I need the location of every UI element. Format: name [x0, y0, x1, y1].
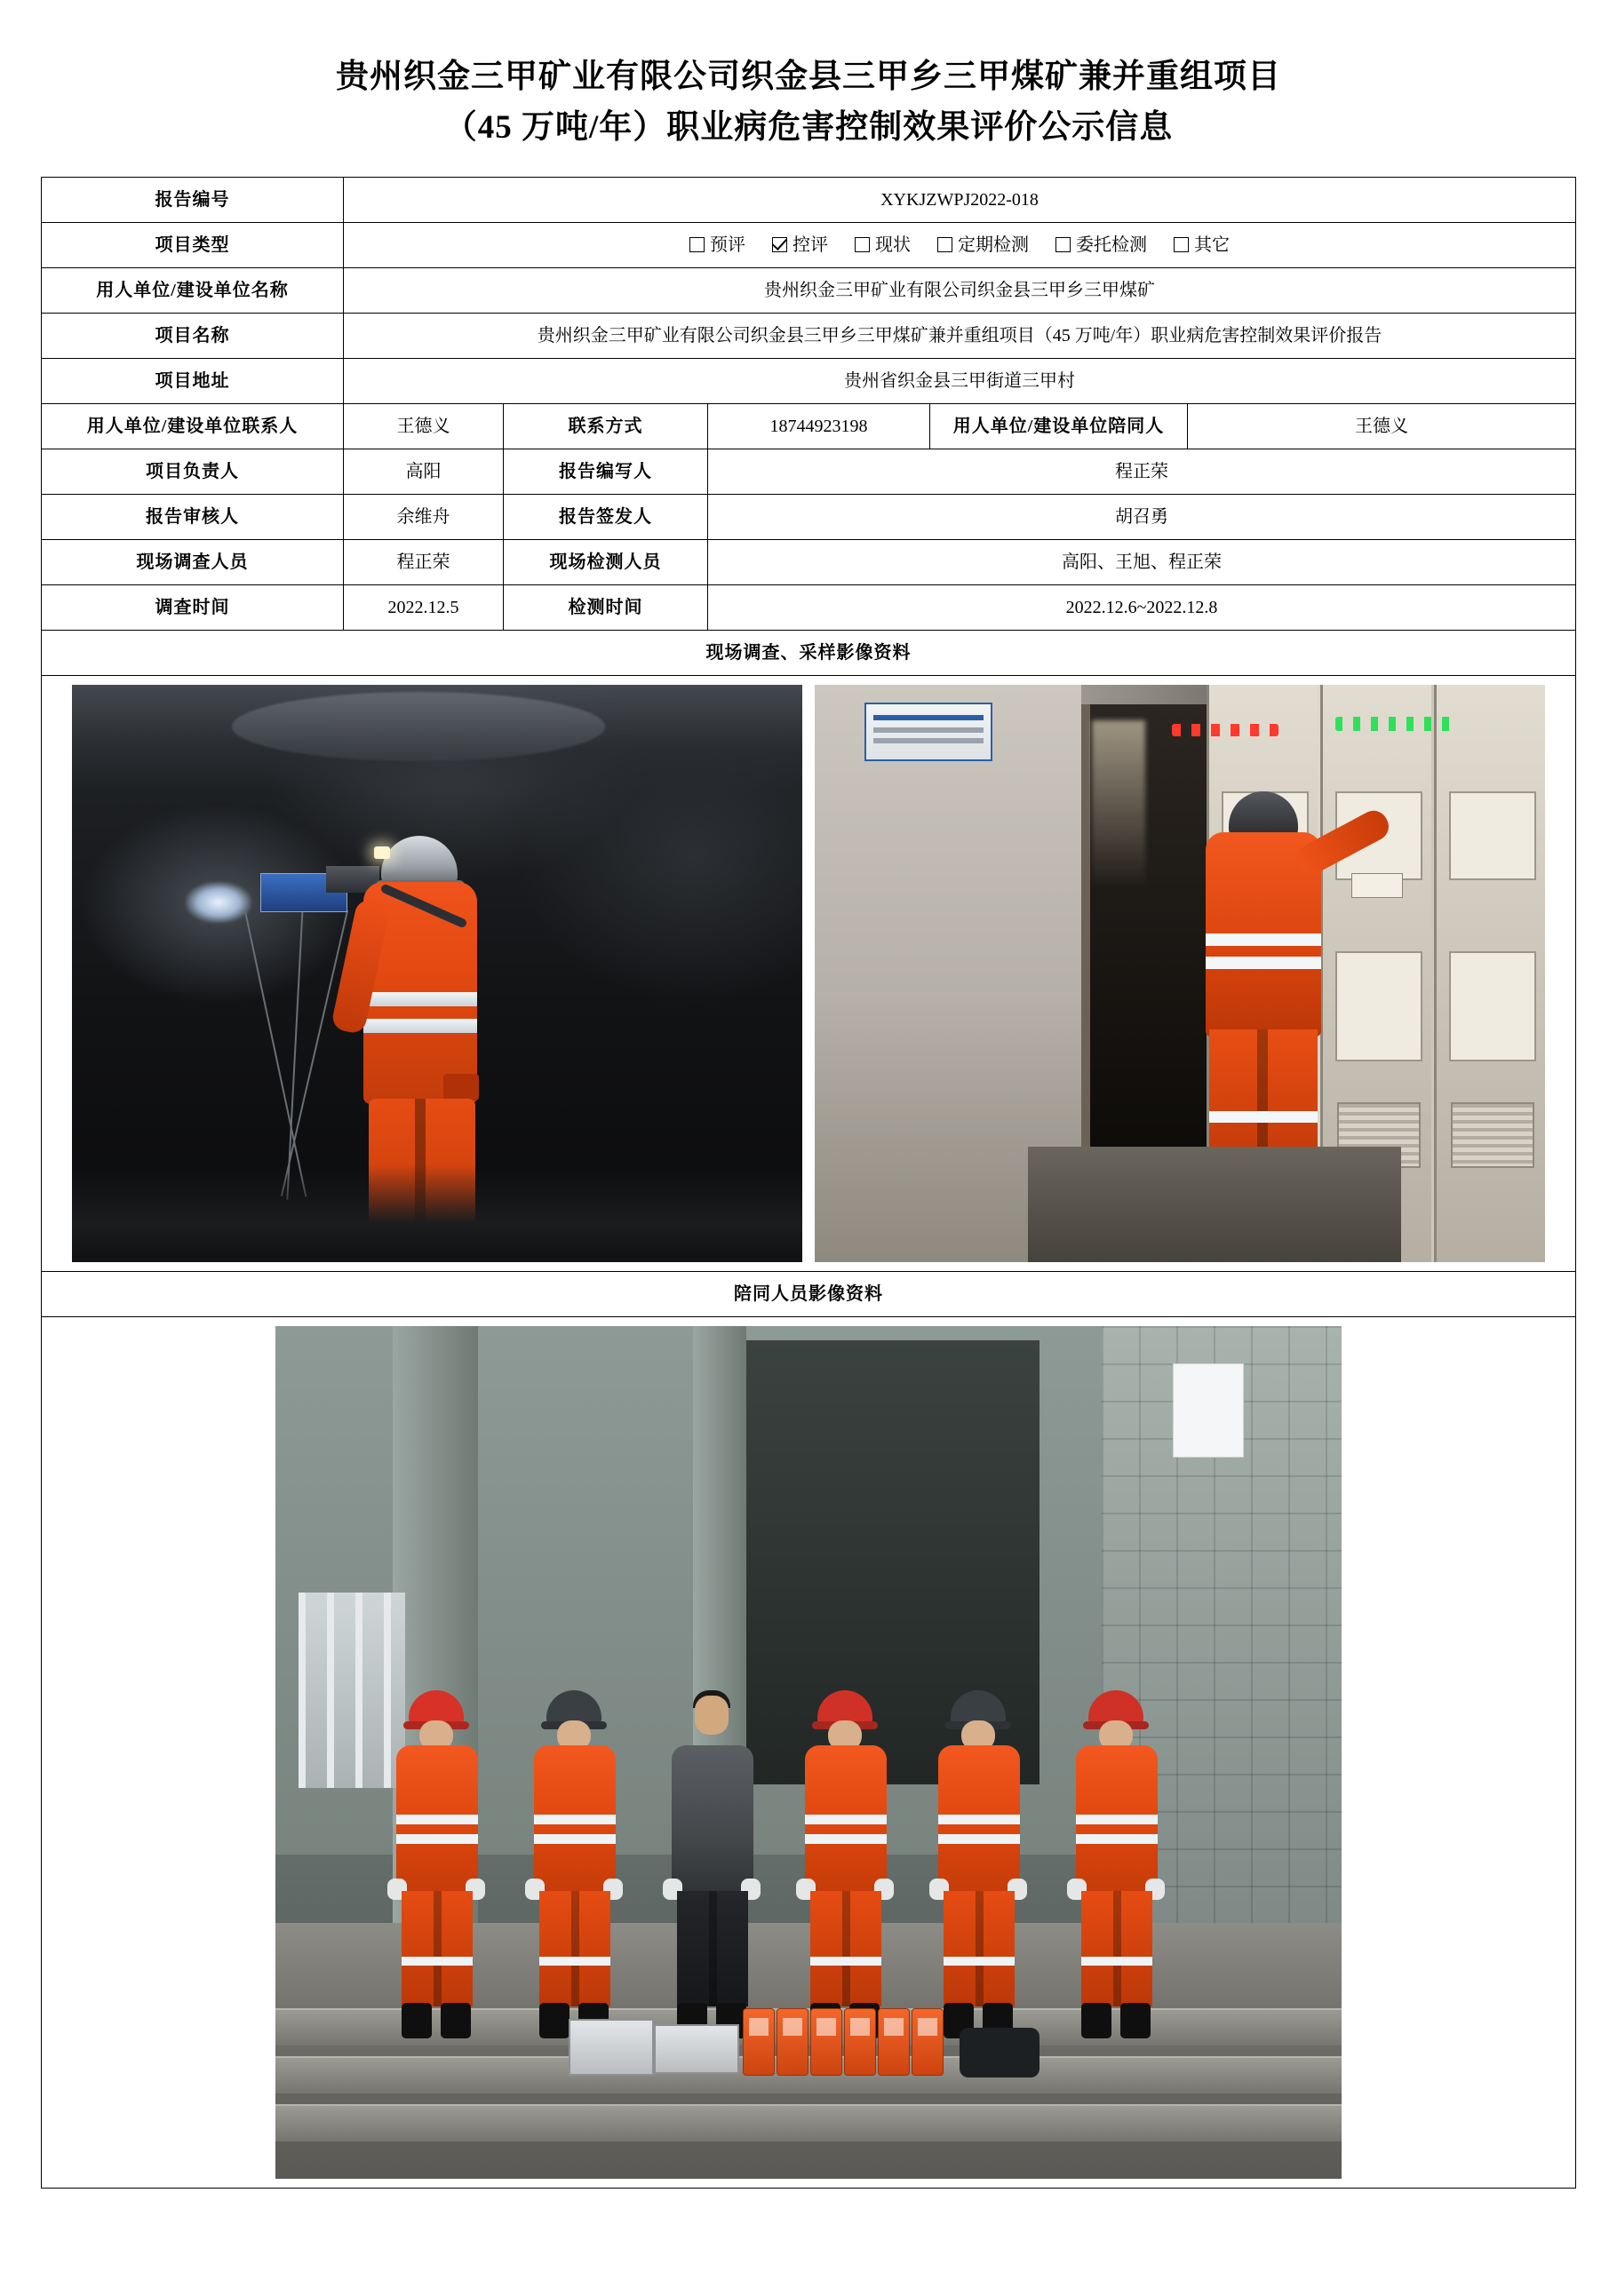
checkbox-checked-icon[interactable]: [772, 237, 787, 252]
ventilation-duct: [232, 692, 605, 761]
reflective-stripe: [363, 1019, 477, 1033]
photo-section-1-content: [42, 675, 1576, 1271]
reflective-stripe: [938, 1834, 1020, 1844]
indicator-lights-red: [1172, 724, 1278, 736]
table-row: [42, 177, 1576, 222]
project-leader-value: 高阳: [344, 449, 504, 494]
door-light-glow: [1092, 720, 1145, 889]
project-leader-label: 项目负责人: [42, 449, 344, 494]
report-issuer-value: 胡召勇: [708, 494, 1576, 539]
person-legs: [944, 1891, 1015, 2006]
site-tester-value: 高阳、王旭、程正荣: [708, 539, 1576, 584]
investigation-time-value: 2022.12.5: [344, 584, 504, 630]
table-row: [42, 1316, 1576, 2188]
reflective-stripe: [944, 1957, 1015, 1966]
checkbox-option-control-eval[interactable]: [772, 232, 828, 258]
investigation-time-label: 调查时间: [42, 584, 344, 630]
person-torso: [672, 1745, 753, 1896]
switchgear-cabinet: [1434, 685, 1545, 1262]
person-figure: [1062, 1690, 1168, 2046]
photo-underground-measurement: [72, 685, 802, 1262]
table-row: [42, 584, 1576, 630]
reflective-stripe: [1076, 1815, 1158, 1824]
reflective-stripe: [363, 992, 477, 1006]
contact-value: 王德义: [344, 403, 504, 449]
checkbox-icon[interactable]: [1174, 237, 1189, 252]
checkbox-label: 控评: [793, 234, 828, 255]
reflective-stripe: [1206, 933, 1321, 946]
checkbox-option-entrusted[interactable]: [1055, 232, 1147, 258]
checkbox-option-pre-eval[interactable]: [689, 232, 745, 258]
site-tester-label: 现场检测人员: [504, 539, 708, 584]
reflective-stripe: [1209, 1111, 1318, 1123]
photo-section-1-title: 现场调查、采样影像资料: [42, 630, 1576, 675]
checkbox-option-other[interactable]: [1174, 232, 1230, 258]
project-type-value: [344, 222, 1576, 267]
instrument-case: [569, 2019, 654, 2076]
checkbox-option-periodic[interactable]: [937, 232, 1029, 258]
checkbox-label: 其它: [1194, 234, 1230, 255]
table-row: [42, 267, 1576, 313]
photo-switchgear-room: [815, 685, 1545, 1262]
table-row: [42, 313, 1576, 358]
equipment-bag: [960, 2028, 1040, 2078]
table-row: [42, 675, 1576, 1271]
person-figure: [520, 1690, 626, 2046]
table-row: [42, 539, 1576, 584]
instrument-case: [654, 2024, 739, 2074]
person-figure-civilian: [657, 1690, 764, 2046]
stair-step: [275, 2104, 1342, 2141]
worker-belt-pouch: [443, 1074, 479, 1100]
sampling-canister: [912, 2008, 944, 2076]
person-legs: [810, 1891, 881, 2006]
checkbox-icon[interactable]: [689, 237, 705, 252]
checkbox-label: 委托检测: [1076, 234, 1147, 255]
checkbox-icon[interactable]: [855, 237, 870, 252]
project-name-value: 贵州织金三甲矿业有限公司织金县三甲乡三甲煤矿兼并重组项目（45 万吨/年）职业病危害控制效果评价报告: [344, 313, 1576, 358]
report-reviewer-value: 余维舟: [344, 494, 504, 539]
site-investigator-label: 现场调查人员: [42, 539, 344, 584]
mine-light: [186, 882, 251, 923]
site-investigator-value: 程正荣: [344, 539, 504, 584]
person-figure: [791, 1690, 897, 2046]
cabinet-panel: [1449, 951, 1536, 1061]
detection-time-value: 2022.12.6~2022.12.8: [708, 584, 1576, 630]
sampling-canister: [810, 2008, 842, 2076]
checkbox-icon[interactable]: [1055, 237, 1071, 252]
reflective-stripe: [396, 1834, 478, 1844]
equipment-group: [569, 2006, 1066, 2086]
cabinet-label-tag: [1351, 873, 1403, 898]
employer-label: 用人单位/建设单位名称: [42, 267, 344, 313]
report-no-value: XYKJZWPJ2022-018: [344, 177, 1576, 222]
tripod-leg: [244, 910, 307, 1196]
table-row: [42, 494, 1576, 539]
reflective-stripe: [534, 1834, 616, 1844]
reflective-stripe: [402, 1957, 473, 1966]
person-legs: [402, 1891, 473, 2006]
checkbox-icon[interactable]: [937, 237, 952, 252]
person-figure: [382, 1690, 489, 2046]
person-boot: [402, 2003, 432, 2038]
reflective-stripe: [1081, 1957, 1152, 1966]
safety-helmet: [381, 836, 458, 887]
person-figure: [924, 1690, 1031, 2046]
reflective-stripe: [1206, 957, 1321, 969]
table-row: [42, 630, 1576, 675]
page-title-line-1: 贵州织金三甲矿业有限公司织金县三甲乡三甲煤矿兼并重组项目: [336, 59, 1281, 95]
reflective-stripe: [805, 1815, 887, 1824]
person-boot: [441, 2003, 471, 2038]
photo-row: [49, 685, 1568, 1262]
checkbox-label: 预评: [710, 234, 745, 255]
reflective-stripe: [810, 1957, 881, 1966]
person-head: [695, 1696, 729, 1735]
sampling-canister: [878, 2008, 910, 2076]
escort-value: 王德义: [1188, 403, 1576, 449]
table-row: [42, 449, 1576, 494]
wall-notice-sheet: [1173, 1363, 1244, 1458]
reflective-stripe: [938, 1815, 1020, 1824]
person-boot: [1120, 2003, 1151, 2038]
sampling-canister: [743, 2008, 775, 2076]
person-boot: [539, 2003, 570, 2038]
checkbox-option-status[interactable]: [855, 232, 911, 258]
page-title: [41, 52, 1576, 154]
wall-notice-board: [864, 703, 992, 761]
bottom-spacer: [41, 2189, 1576, 2206]
mine-floor: [72, 1164, 802, 1262]
sampling-canister: [777, 2008, 808, 2076]
photo-section-2-title: 陪同人员影像资料: [42, 1271, 1576, 1316]
phone-label: 联系方式: [504, 403, 708, 449]
project-address-label: 项目地址: [42, 358, 344, 403]
report-issuer-label: 报告签发人: [504, 494, 708, 539]
table-row: [42, 358, 1576, 403]
headlamp-icon: [374, 846, 390, 859]
reflective-stripe: [1076, 1834, 1158, 1844]
reflective-stripe: [539, 1957, 610, 1966]
report-writer-value: 程正荣: [708, 449, 1576, 494]
detection-time-label: 检测时间: [504, 584, 708, 630]
person-legs: [677, 1891, 748, 2006]
indicator-lights-green: [1335, 717, 1460, 731]
safety-helmet: [1229, 791, 1298, 838]
report-no-label: 报告编号: [42, 177, 344, 222]
photo-group-portrait: [275, 1326, 1342, 2179]
person-legs: [539, 1891, 610, 2006]
project-address-value: 贵州省织金县三甲街道三甲村: [344, 358, 1576, 403]
info-table: [41, 177, 1576, 2189]
room-floor: [1028, 1147, 1401, 1262]
escort-label: 用人单位/建设单位陪同人: [930, 403, 1188, 449]
photo-section-2-content: [42, 1316, 1576, 2188]
employer-value: 贵州织金三甲矿业有限公司织金县三甲乡三甲煤矿: [344, 267, 1576, 313]
phone-value: 18744923198: [708, 403, 930, 449]
checkbox-label: 现状: [875, 234, 911, 255]
sampling-canister: [844, 2008, 876, 2076]
cabinet-vent-grill: [1451, 1102, 1534, 1168]
table-row: [42, 1271, 1576, 1316]
reflective-stripe: [805, 1834, 887, 1844]
person-boot: [1081, 2003, 1111, 2038]
cabinet-panel: [1449, 791, 1536, 880]
reflective-stripe: [534, 1815, 616, 1824]
checkbox-label: 定期检测: [958, 234, 1029, 255]
report-reviewer-label: 报告审核人: [42, 494, 344, 539]
project-type-label: 项目类型: [42, 222, 344, 267]
contact-label: 用人单位/建设单位联系人: [42, 403, 344, 449]
project-type-checkbox-group: [351, 232, 1568, 258]
project-name-label: 项目名称: [42, 313, 344, 358]
person-legs: [1081, 1891, 1152, 2006]
table-row: [42, 403, 1576, 449]
table-row: [42, 222, 1576, 267]
page-title-line-2: （45 万吨/年）职业病危害控制效果评价公示信息: [443, 109, 1174, 147]
report-writer-label: 报告编写人: [504, 449, 708, 494]
reflective-stripe: [396, 1815, 478, 1824]
